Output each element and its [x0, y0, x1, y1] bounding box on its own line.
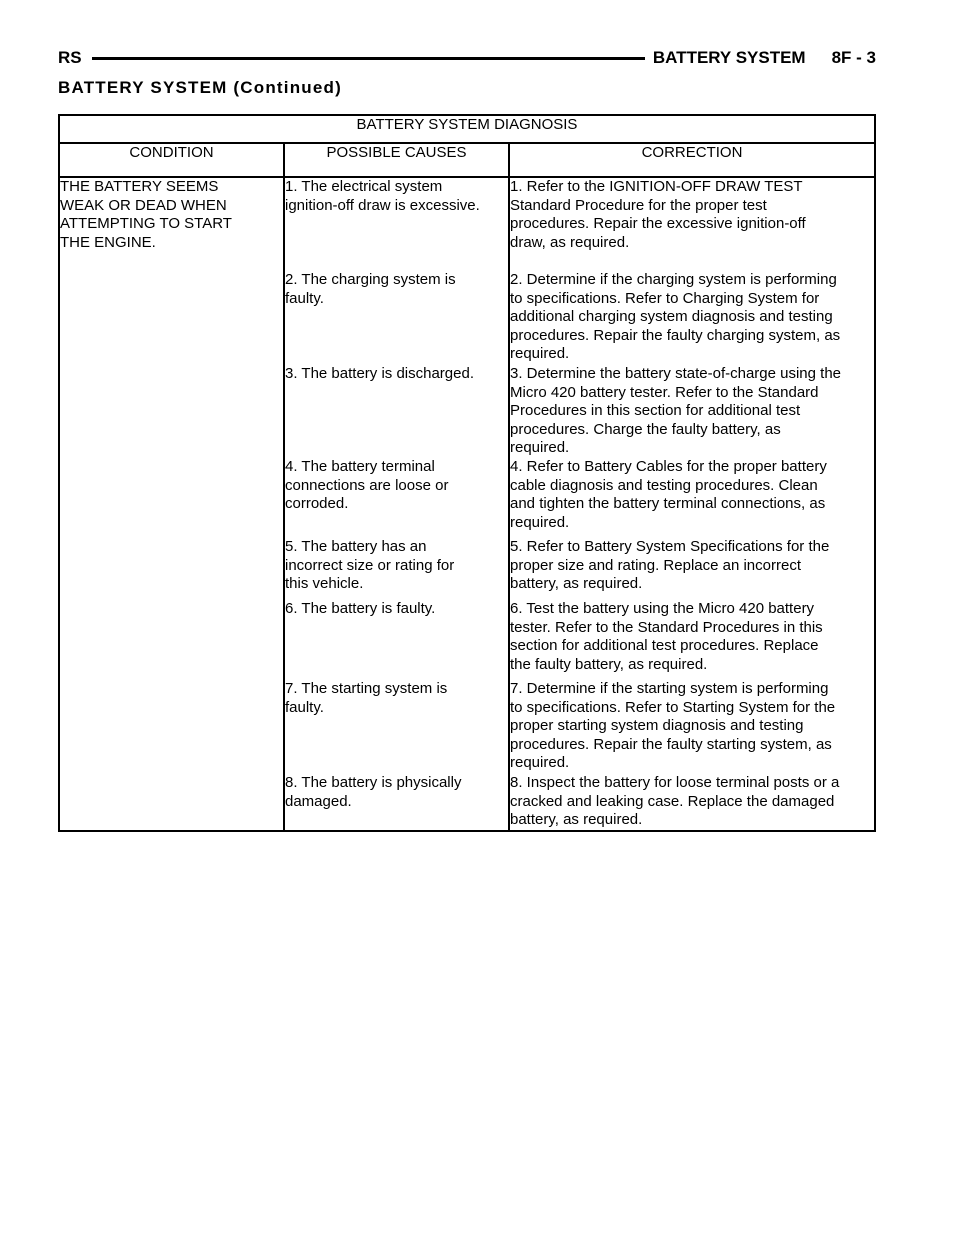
header-page-number: 8F - 3: [831, 48, 876, 67]
correction-cell: [509, 177, 875, 831]
causes-cell: [284, 177, 509, 831]
column-header-causes: POSSIBLE CAUSES: [284, 143, 509, 177]
table-row: [59, 177, 875, 831]
correction-entry: 8. Inspect the battery for loose terminal posts or a cracked and leaking case. Replace the damaged battery, as required.: [510, 774, 840, 829]
column-header-condition: CONDITION: [59, 143, 284, 177]
correction-entry: 5. Refer to Battery System Specifications for the proper size and rating. Replace an incorrect battery, as required.: [510, 538, 830, 593]
cause-entry: 8. The battery is physically damaged.: [285, 774, 462, 810]
section-continued-title: BATTERY SYSTEM (Continued): [58, 78, 342, 97]
cause-entry: 5. The battery has an incorrect size or rating for this vehicle.: [285, 538, 455, 593]
correction-entry: 7. Determine if the starting system is performing to specifications. Refer to Starting System for the proper starting system diagnosis and testing procedures. Repair the faulty starting system, as required.: [510, 680, 836, 772]
column-header-correction: CORRECTION: [509, 143, 875, 177]
correction-entry: 1. Refer to the IGNITION-OFF DRAW TEST Standard Procedure for the proper test procedures. Repair the excessive ignition-off draw, as required.: [510, 178, 806, 251]
diagnosis-table: [58, 114, 876, 832]
table-title: BATTERY SYSTEM DIAGNOSIS: [59, 115, 875, 143]
header-manual-code: RS: [58, 48, 82, 67]
header-section-title: BATTERY SYSTEM: [652, 48, 806, 67]
page-header: [58, 43, 876, 73]
header-rule: [92, 57, 645, 60]
cause-entry: 3. The battery is discharged.: [285, 365, 474, 382]
cause-entry: 2. The charging system is faulty.: [285, 271, 456, 307]
correction-entry: 6. Test the battery using the Micro 420 battery tester. Refer to the Standard Procedures in this section for additional test procedures. Replace the faulty battery, as required.: [510, 600, 823, 673]
condition-cell: THE BATTERY SEEMS WEAK OR DEAD WHEN ATTEMPTING TO START THE ENGINE.: [60, 178, 232, 251]
correction-entry: 2. Determine if the charging system is performing to specifications. Refer to Charging System for additional charging system diagnosis and testing procedures. Repair the faulty charging system, as required.: [510, 271, 841, 363]
cause-entry: 4. The battery terminal connections are loose or corroded.: [285, 458, 449, 513]
cause-entry: 1. The electrical system ignition-off draw is excessive.: [285, 178, 480, 214]
table-title-row: [59, 115, 875, 143]
cause-entry: 6. The battery is faulty.: [285, 600, 436, 617]
correction-entry: 4. Refer to Battery Cables for the proper battery cable diagnosis and testing procedures. Clean and tighten the battery terminal connections, as required.: [510, 458, 827, 531]
cause-entry: 7. The starting system is faulty.: [285, 680, 448, 716]
table-header-row: [59, 143, 875, 177]
correction-entry: 3. Determine the battery state-of-charge using the Micro 420 battery tester. Refer to the Standard Procedures in this section for additional test procedures. Charge the faulty battery, as required.: [510, 365, 842, 457]
